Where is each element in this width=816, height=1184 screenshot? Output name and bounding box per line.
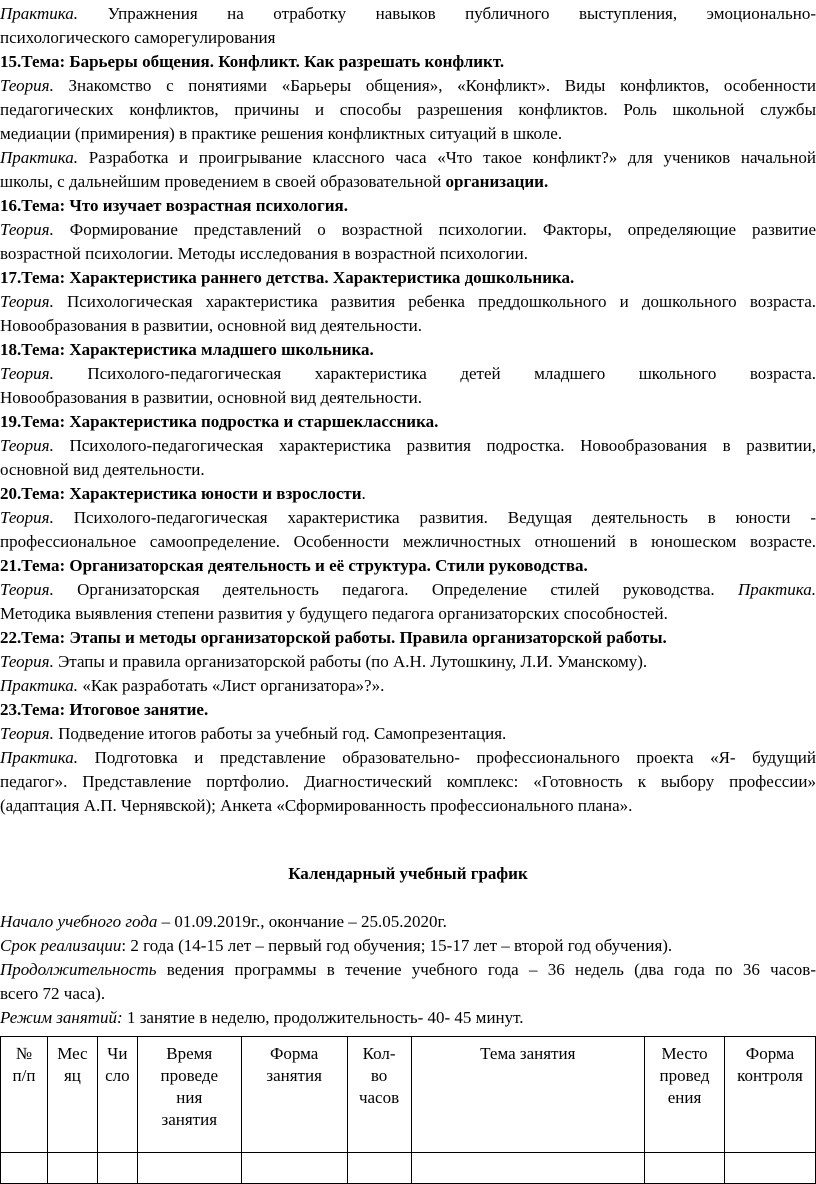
header-cell-time: Время проведе ния занятия xyxy=(137,1037,241,1153)
header-cell-place: Место провед ения xyxy=(645,1037,725,1153)
section-heading: 20.Тема: Характеристика юности и взрослости. xyxy=(0,484,366,503)
text-line: возрастной психологии. Методы исследования в возрастной психологии. xyxy=(0,244,528,263)
text-line: Методика выявления степени развития у будущего педагога организаторских способностей. xyxy=(0,604,668,623)
text-line: Теория. Этапы и правила организаторской работы (по А.Н. Лутошкину, Л.И. Уманскому). xyxy=(0,652,648,671)
table-cell xyxy=(47,1153,97,1184)
text-line: Теория. Психолого-педагогическая характеристика детей младшего школьного возраста. xyxy=(0,364,816,383)
text-line: Практика. Подготовка и представление образовательно- профессионального проекта «Я- будущий xyxy=(0,748,816,767)
section-heading: 18.Тема: Характеристика младшего школьника. xyxy=(0,340,374,359)
text-line: Практика. Разработка и проигрывание классного часа «Что такое конфликт?» для учеников начальной xyxy=(0,148,816,167)
text-line: Теория. Психолого-педагогическая характеристика развития. Ведущая деятельность в юности - xyxy=(0,508,816,527)
header-cell-topic: Тема занятия xyxy=(411,1037,645,1153)
section-heading: 23.Тема: Итоговое занятие. xyxy=(0,700,209,719)
text-line: Теория. Знакомство с понятиями «Барьеры общения», «Конфликт». Виды конфликтов, особенности xyxy=(0,76,816,95)
text-line: Теория. Подведение итогов работы за учебный год. Самопрезентация. xyxy=(0,724,507,743)
calendar-heading: Календарный учебный график xyxy=(288,864,528,883)
text-line: Теория. Формирование представлений о возрастной психологии. Факторы, определяющие развитие xyxy=(0,220,816,239)
text-line: (адаптация А.П. Чернявской); Анкета «Сформированность профессионального плана». xyxy=(0,796,633,815)
table-cell xyxy=(411,1153,645,1184)
table-cell xyxy=(645,1153,725,1184)
text-line: Практика. «Как разработать «Лист организатора»?». xyxy=(0,676,385,695)
header-cell-month: Мес яц xyxy=(47,1037,97,1153)
schedule-table xyxy=(0,1036,816,1184)
table-cell xyxy=(347,1153,411,1184)
text-line: педагог». Представление портфолио. Диагностический комплекс: «Готовность к выбору профессии» xyxy=(0,772,816,791)
header-cell-control: Форма контроля xyxy=(724,1037,815,1153)
calendar-mode: Режим занятий: 1 занятие в неделю, продолжительность- 40- 45 минут. xyxy=(0,1008,524,1027)
table-cell xyxy=(137,1153,241,1184)
text-line: Теория. Психологическая характеристика развития ребенка преддошкольного и дошкольного возраста. xyxy=(0,292,816,311)
table-cell xyxy=(97,1153,137,1184)
table-row xyxy=(1,1153,816,1184)
table-header-row xyxy=(1,1037,816,1153)
text-line: школы, с дальнейшим проведением в своей образовательной организации. xyxy=(0,172,549,191)
section-heading: 15.Тема: Барьеры общения. Конфликт. Как разрешать конфликт. xyxy=(0,52,505,71)
section-heading: 17.Тема: Характеристика раннего детства. Характеристика дошкольника. xyxy=(0,268,575,287)
table-cell xyxy=(241,1153,347,1184)
text-line: Теория. Психолого-педагогическая характеристика развития подростка. Новообразования в развитии, xyxy=(0,436,816,455)
text-line: основной вид деятельности. xyxy=(0,460,205,479)
section-heading: 19.Тема: Характеристика подростка и старшеклассника. xyxy=(0,412,439,431)
text-line: Новообразования в развитии, основной вид деятельности. xyxy=(0,388,423,407)
table-cell xyxy=(724,1153,815,1184)
text-line: медиации (примирения) в практике решения конфликтных ситуаций в школе. xyxy=(0,124,563,143)
table-cell xyxy=(1,1153,48,1184)
header-cell-hours: Кол- во часов xyxy=(347,1037,411,1153)
section-heading: 16.Тема: Что изучает возрастная психология. xyxy=(0,196,348,215)
calendar-duration-cont: всего 72 часа). xyxy=(0,984,106,1003)
section-heading: 21.Тема: Организаторская деятельность и её структура. Стили руководства. xyxy=(0,556,588,575)
text-line: педагогических конфликтов, причины и способы разрешения конфликтов. Роль школьной службы xyxy=(0,100,816,119)
text-line: Новообразования в развитии, основной вид деятельности. xyxy=(0,316,423,335)
header-cell-number: № п/п xyxy=(1,1037,48,1153)
calendar-duration: Продолжительность ведения программы в течение учебного года – 36 недель (два года по 36 часов- xyxy=(0,960,816,979)
header-cell-form: Форма занятия xyxy=(241,1037,347,1153)
text-line: Практика. Упражнения на отработку навыков публичного выступления, эмоционально- xyxy=(0,4,816,23)
text-line: Теория. Организаторская деятельность педагога. Определение стилей руководства. Практика. xyxy=(0,580,816,599)
header-cell-day: Чи сло xyxy=(97,1037,137,1153)
text-line: психологического саморегулирования xyxy=(0,28,276,47)
calendar-start: Начало учебного года – 01.09.2019г., окончание – 25.05.2020г. xyxy=(0,912,447,931)
section-heading: 22.Тема: Этапы и методы организаторской работы. Правила организаторской работы. xyxy=(0,628,667,647)
text-line: профессиональное самоопределение. Особенности межличностных отношений в юношеском возрасте. xyxy=(0,532,816,551)
calendar-term: Срок реализации: 2 года (14-15 лет – первый год обучения; 15-17 лет – второй год обучения). xyxy=(0,936,673,955)
